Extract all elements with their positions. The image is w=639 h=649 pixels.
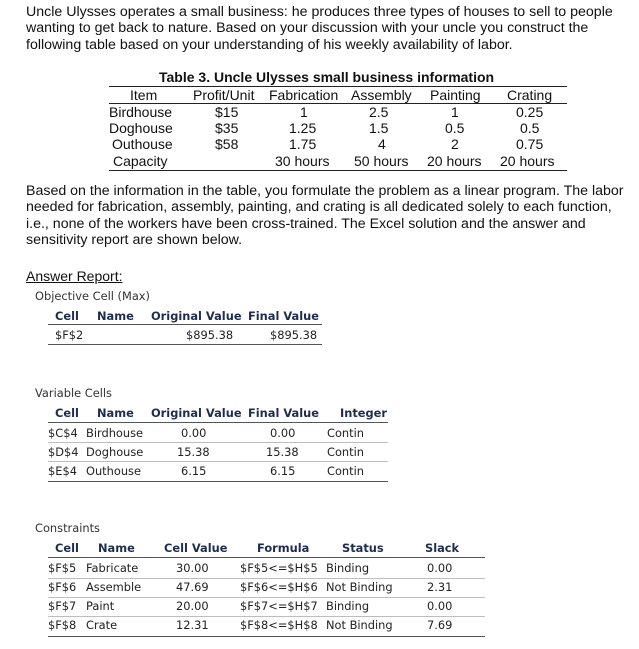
objective-bottom-rule <box>48 344 322 345</box>
answer-report-title: Answer Report: <box>26 268 123 284</box>
constraint-value: 12.31 <box>176 618 209 632</box>
table3-header-assembly: Assembly <box>351 87 412 103</box>
variables-header-integer: Integer <box>340 406 388 420</box>
table3-cell: Birdhouse <box>109 104 173 120</box>
table3-cell: 0.75 <box>516 136 544 152</box>
table3-header-rule <box>109 103 567 104</box>
intro-line: following table based on your understanding of his weekly availability of labor. <box>26 36 513 53</box>
variables-section-title: Variable Cells <box>35 386 112 400</box>
table3-cell: 0.25 <box>516 104 544 120</box>
constraint-slack: 2.31 <box>427 580 453 594</box>
constraints-section-title: Constraints <box>35 521 100 535</box>
body-line: Based on the information in the table, you formulate the problem as a linear program. The labor <box>26 183 624 199</box>
constraint-status: Binding <box>326 599 370 613</box>
constraint-formula: $F$5<=$H$5 <box>240 561 318 575</box>
table3-cell: 2 <box>451 136 459 152</box>
constraint-status: Not Binding <box>326 580 393 594</box>
constraint-cell: $F$6 <box>48 580 77 594</box>
row-divider <box>48 578 485 579</box>
variable-cell: $C$4 <box>48 426 78 440</box>
objective-header-cell: Cell <box>55 309 79 323</box>
variable-original: 6.15 <box>181 464 207 478</box>
row-divider <box>48 597 485 598</box>
objective-cell: $F$2 <box>55 328 84 342</box>
table3-cell: $15 <box>215 104 239 120</box>
variable-cell: $E$4 <box>48 464 77 478</box>
constraints-header-status: Status <box>342 541 384 555</box>
table3-title: Table 3. Uncle Ulysses small business information <box>159 69 495 85</box>
objective-section-title: Objective Cell (Max) <box>35 289 150 303</box>
variables-header-rule <box>48 422 388 423</box>
body-line: i.e., none of the workers have been cross-trained. The Excel solution and the answer and <box>26 215 586 232</box>
variable-name: Doghouse <box>86 445 144 459</box>
table3-header-crating: Crating <box>507 87 553 103</box>
objective-header-original: Original Value <box>151 309 242 323</box>
constraint-formula: $F$8<=$H$8 <box>240 618 318 632</box>
table3-cell: Capacity <box>113 153 168 169</box>
constraint-name: Paint <box>86 599 115 613</box>
objective-header-rule <box>48 324 322 325</box>
table3-header-fabrication: Fabrication <box>269 87 339 103</box>
constraint-slack: 0.00 <box>427 599 453 613</box>
constraint-slack: 0.00 <box>427 561 453 575</box>
constraints-bottom-rule <box>48 636 485 637</box>
variable-final: 0.00 <box>270 426 296 440</box>
table3-header-item: Item <box>130 87 158 103</box>
variables-bottom-rule <box>48 481 388 482</box>
body-paragraph <box>26 183 626 248</box>
variable-cell: $D$4 <box>48 445 79 459</box>
variable-integer: Contin <box>327 426 364 440</box>
constraint-status: Not Binding <box>326 618 393 632</box>
table3-cell: 20 hours <box>427 153 482 169</box>
constraint-cell: $F$7 <box>48 599 77 613</box>
constraint-name: Crate <box>86 618 118 632</box>
table3-cell: 20 hours <box>500 153 555 169</box>
objective-header-final: Final Value <box>248 309 319 323</box>
constraint-value: 20.00 <box>176 599 209 613</box>
row-divider <box>48 616 485 617</box>
constraint-slack: 7.69 <box>427 618 453 632</box>
table3-cell: $58 <box>215 136 239 152</box>
table3-cell: 0.5 <box>445 120 465 136</box>
table3-cell: 1 <box>300 104 308 120</box>
constraint-name: Fabricate <box>86 561 139 575</box>
variable-original: 0.00 <box>181 426 207 440</box>
constraint-cell: $F$5 <box>48 561 77 575</box>
table3-cell: 1.75 <box>289 136 317 152</box>
table3-header-profit: Profit/Unit <box>193 87 255 103</box>
constraint-formula: $F$7<=$H$7 <box>240 599 318 613</box>
constraint-name: Assemble <box>86 580 142 594</box>
constraint-cell: $F$8 <box>48 618 77 632</box>
table3-cell: Outhouse <box>112 136 173 152</box>
objective-final: $895.38 <box>270 328 318 342</box>
body-line: sensitivity report are shown below. <box>26 231 243 248</box>
table3-cell: 50 hours <box>354 153 409 169</box>
variable-name: Outhouse <box>86 464 142 478</box>
constraint-status: Binding <box>326 561 370 575</box>
intro-paragraph <box>26 4 626 53</box>
variables-header-name: Name <box>97 406 134 420</box>
constraints-header-rule <box>48 557 485 558</box>
table3-cell: 1 <box>451 104 459 120</box>
table3-cell: 1.5 <box>369 120 389 136</box>
body-line: needed for fabrication, assembly, painting, and crating is all dedicated solely to each function, <box>26 199 612 216</box>
variable-final: 15.38 <box>266 445 299 459</box>
table3-header-painting: Painting <box>430 87 481 103</box>
objective-original: $895.38 <box>186 328 234 342</box>
constraint-value: 47.69 <box>176 580 209 594</box>
constraints-header-cell: Cell <box>55 541 79 555</box>
table3-cell: Doghouse <box>109 120 173 136</box>
table3-cell: 2.5 <box>369 104 389 120</box>
constraints-header-name: Name <box>98 541 135 555</box>
variable-integer: Contin <box>327 445 364 459</box>
table3-cell: 1.25 <box>289 120 317 136</box>
constraints-header-formula: Formula <box>257 541 310 555</box>
table3-cell: 4 <box>378 136 386 152</box>
constraint-formula: $F$6<=$H$6 <box>240 580 318 594</box>
constraint-value: 30.00 <box>176 561 209 575</box>
variable-final: 6.15 <box>270 464 296 478</box>
row-divider <box>48 461 388 462</box>
variables-header-final: Final Value <box>248 406 319 420</box>
row-divider <box>48 442 388 443</box>
table3-bottom-rule <box>109 170 567 171</box>
constraints-header-slack: Slack <box>425 541 460 555</box>
table3-cell: 0.5 <box>520 120 540 136</box>
table3-cell: $35 <box>215 120 239 136</box>
intro-line: Uncle Ulysses operates a small business: he produces three types of houses to sell to people <box>26 4 613 20</box>
variable-original: 15.38 <box>177 445 210 459</box>
constraints-header-cell-value: Cell Value <box>164 541 228 555</box>
variables-header-cell: Cell <box>55 406 79 420</box>
intro-line: wanting to get back to nature. Based on your discussion with your uncle you construct the <box>26 20 589 37</box>
objective-header-name: Name <box>97 309 134 323</box>
variable-name: Birdhouse <box>86 426 144 440</box>
table3-cell: 30 hours <box>275 153 330 169</box>
variables-header-original: Original Value <box>151 406 242 420</box>
variable-integer: Contin <box>327 464 364 478</box>
